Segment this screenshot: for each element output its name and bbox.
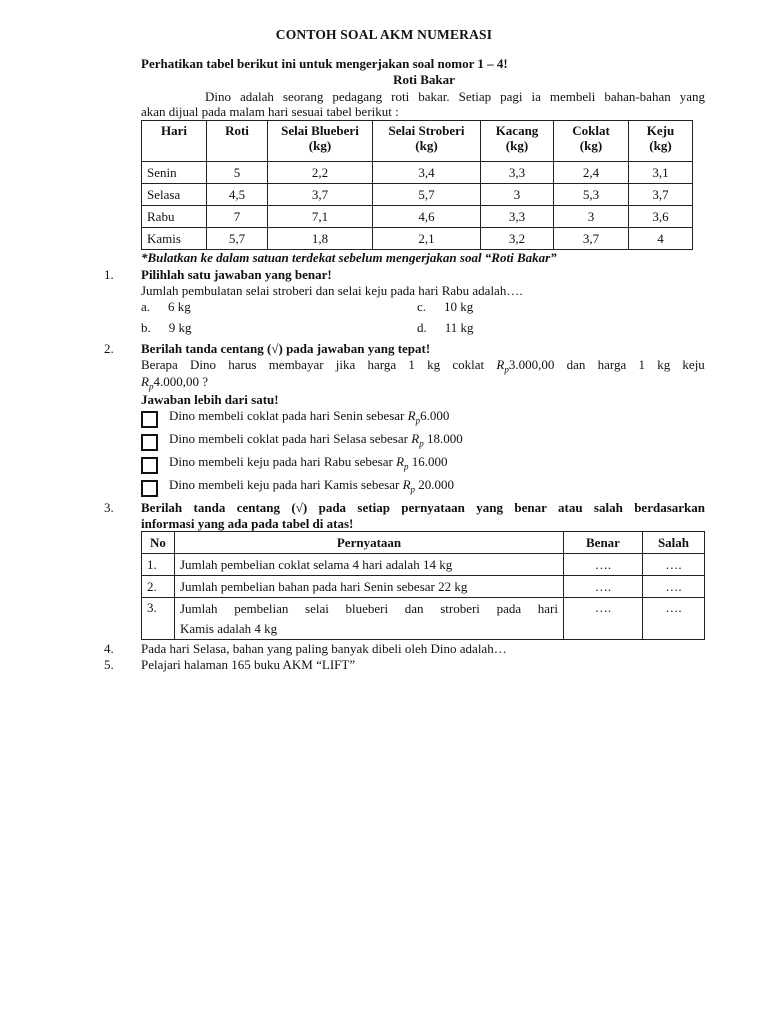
header-cell: Roti (207, 121, 268, 162)
cell: 7 (207, 206, 268, 228)
checkbox[interactable] (141, 457, 158, 474)
cell-statement: Jumlah pembelian selai blueberi dan stroberi pada hari Kamis adalah 4 kg (175, 598, 564, 640)
q1-option-a[interactable]: a. 6 kg (141, 299, 191, 314)
header-cell: No (142, 532, 175, 554)
q1-option-d[interactable]: d. 11 kg (417, 320, 474, 335)
q2-choice-1[interactable]: Dino membeli coklat pada hari Senin sebesar $R_p6.000$ (169, 408, 450, 426)
q1-instruction: Pilihlah satu jawaban yang benar! (141, 267, 332, 282)
salah-cell[interactable]: …. (643, 598, 705, 640)
cell-day: Senin (142, 162, 207, 184)
table-row (142, 598, 705, 640)
header-cell: Hari (142, 121, 207, 162)
cell: 4,6 (373, 206, 481, 228)
salah-cell[interactable]: …. (643, 554, 705, 576)
cell: 2,4 (554, 162, 629, 184)
q2-instruction: Berilah tanda centang (√) pada jawaban yang tepat! (141, 341, 431, 356)
cell-day: Selasa (142, 184, 207, 206)
cell: 3,4 (373, 162, 481, 184)
question-number: 5. (104, 657, 114, 672)
q2-choice-3[interactable]: Dino membeli keju pada hari Rabu sebesar $R_p$ 16.000 (169, 454, 448, 472)
q5-text: Pelajari halaman 165 buku AKM “LIFT” (141, 657, 356, 672)
cell: 3,7 (629, 184, 693, 206)
question-number: 1. (104, 267, 114, 282)
table-row (142, 162, 693, 184)
question-number: 2. (104, 341, 114, 356)
statement-table (141, 531, 705, 640)
checkbox[interactable] (141, 411, 158, 428)
benar-cell[interactable]: …. (564, 598, 643, 640)
header-cell: Benar (564, 532, 643, 554)
cell-no: 3. (142, 598, 175, 640)
q2-choice-4[interactable]: Dino membeli keju pada hari Kamis sebesar $R_p$ 20.000 (169, 477, 455, 495)
q1-question: Jumlah pembulatan selai stroberi dan selai keju pada hari Rabu adalah…. (141, 283, 523, 298)
table-header-row (142, 121, 693, 162)
q3-instruction-line-2: informasi yang ada pada tabel di atas! (141, 516, 354, 531)
cell: 5,7 (373, 184, 481, 206)
header-cell: Keju (kg) (629, 121, 693, 162)
cell: 5 (207, 162, 268, 184)
cell-no: 1. (142, 554, 175, 576)
table-row (142, 554, 705, 576)
q1-option-b[interactable]: b. 9 kg (141, 320, 192, 335)
cell: 4 (629, 228, 693, 250)
cell: 3 (481, 184, 554, 206)
cell: 1,8 (268, 228, 373, 250)
benar-cell[interactable]: …. (564, 576, 643, 598)
q2-choice-2[interactable]: Dino membeli coklat pada hari Selasa sebesar $R_p$ 18.000 (169, 431, 463, 449)
q2-question-line-2: $R_p4.000,00$ ? (141, 374, 208, 392)
cell: 4,5 (207, 184, 268, 206)
table-row (142, 184, 693, 206)
q1-option-c[interactable]: c. 10 kg (417, 299, 474, 314)
q4-text: Pada hari Selasa, bahan yang paling banyak dibeli oleh Dino adalah… (141, 641, 507, 656)
header-cell: Pernyataan (175, 532, 564, 554)
q2-note: Jawaban lebih dari satu! (141, 392, 279, 407)
story-line-2: akan dijual pada malam hari sesuai tabel berikut : (141, 104, 399, 119)
cell: 3,3 (481, 162, 554, 184)
cell-day: Kamis (142, 228, 207, 250)
table-header-row (142, 532, 705, 554)
cell: 3 (554, 206, 629, 228)
cell-day: Rabu (142, 206, 207, 228)
checkbox[interactable] (141, 434, 158, 451)
header-cell: Selai Blueberi (kg) (268, 121, 373, 162)
page-title: CONTOH SOAL AKM NUMERASI (275, 27, 493, 42)
cell: 5,7 (207, 228, 268, 250)
table-row (142, 228, 693, 250)
salah-cell[interactable]: …. (643, 576, 705, 598)
cell-statement: Jumlah pembelian coklat selama 4 hari adalah 14 kg (175, 554, 564, 576)
header-cell: Kacang (kg) (481, 121, 554, 162)
table-row (142, 206, 693, 228)
cell: 7,1 (268, 206, 373, 228)
cell: 3,6 (629, 206, 693, 228)
header-cell: Selai Stroberi (kg) (373, 121, 481, 162)
cell: 5,3 (554, 184, 629, 206)
story-line-1: Dino adalah seorang pedagang roti bakar. Setiap pagi ia membeli bahan-bahan yang (205, 89, 705, 104)
ingredients-table (141, 120, 693, 250)
cell: 2,1 (373, 228, 481, 250)
cell: 2,2 (268, 162, 373, 184)
cell-no: 2. (142, 576, 175, 598)
benar-cell[interactable]: …. (564, 554, 643, 576)
question-number: 3. (104, 500, 114, 515)
cell: 3,1 (629, 162, 693, 184)
table-row (142, 576, 705, 598)
rupiah-symbol: $R_p$ (496, 357, 509, 375)
q3-instruction-line-1: Berilah tanda centang (√) pada setiap pernyataan yang benar atau salah berdasarkan (141, 500, 705, 515)
cell: 3,3 (481, 206, 554, 228)
cell: 3,2 (481, 228, 554, 250)
instruction: Perhatikan tabel berikut ini untuk mengerjakan soal nomor 1 – 4! (141, 56, 508, 71)
header-cell: Coklat (kg) (554, 121, 629, 162)
cell: 3,7 (268, 184, 373, 206)
cell-statement: Jumlah pembelian bahan pada hari Senin sebesar 22 kg (175, 576, 564, 598)
q2-question-line-1: Berapa Dino harus membayar jika harga 1 kg coklat $R_p3.000,00$ dan harga 1 kg keju (141, 357, 705, 375)
header-cell: Salah (643, 532, 705, 554)
cell: 3,7 (554, 228, 629, 250)
rupiah-symbol: $R_p$ (141, 374, 154, 392)
checkbox[interactable] (141, 480, 158, 497)
story-heading: Roti Bakar (393, 72, 455, 87)
table-note: *Bulatkan ke dalam satuan terdekat sebelum mengerjakan soal “Roti Bakar” (141, 250, 557, 265)
question-number: 4. (104, 641, 114, 656)
